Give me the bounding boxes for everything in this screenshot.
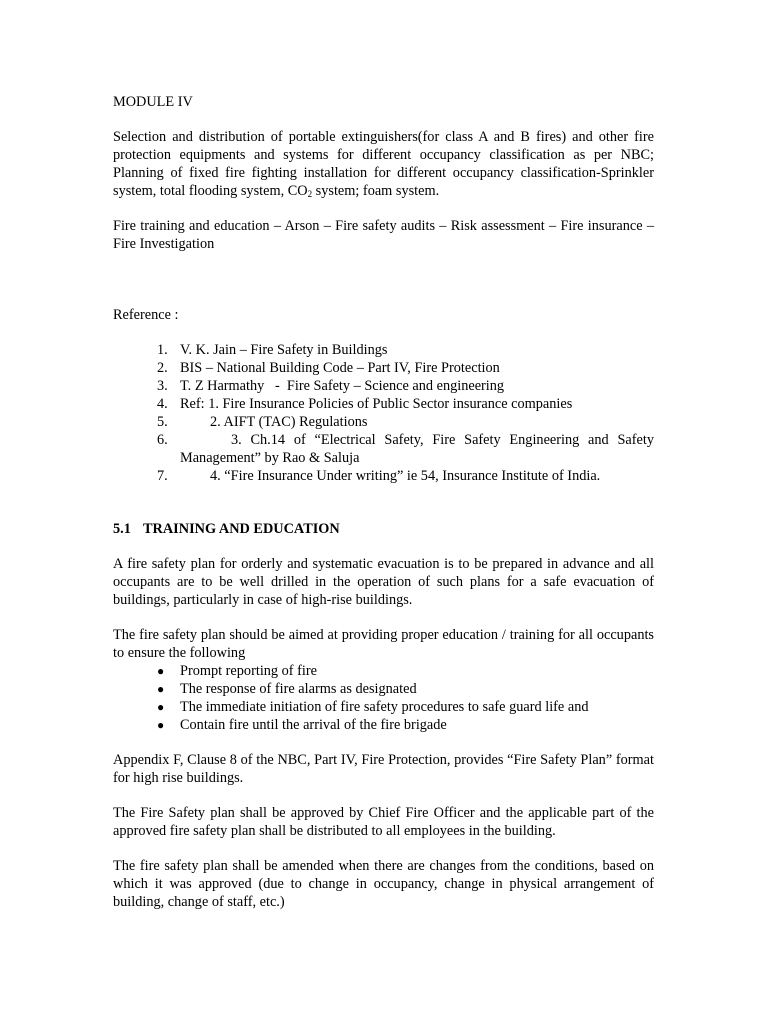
section-number: 5.1 [113, 521, 131, 537]
bullet-item [113, 662, 654, 680]
bullet-item [113, 698, 654, 716]
bullet-icon: ● [157, 700, 165, 714]
reference-number: 5. [157, 414, 168, 430]
reference-number: 7. [157, 468, 168, 484]
bullet-text: The response of fire alarms as designated [180, 681, 417, 697]
section-paragraph-2: The fire safety plan should be aimed at providing proper education / training for all occupants to ensure the following [113, 627, 654, 661]
reference-item [113, 413, 654, 431]
reference-text: Ref: 1. Fire Insurance Policies of Public Sector insurance companies [180, 396, 573, 412]
reference-number: 6. [157, 432, 168, 448]
reference-item [113, 377, 654, 395]
reference-item [113, 341, 654, 359]
reference-text: 4. “Fire Insurance Under writing” ie 54, Insurance Institute of India. [210, 468, 601, 484]
bullet-icon: ● [157, 718, 165, 732]
reference-number: 3. [157, 378, 168, 394]
reference-item [113, 359, 654, 377]
bullet-item [113, 716, 654, 734]
section-title: TRAINING AND EDUCATION [143, 521, 340, 537]
reference-number: 2. [157, 360, 168, 376]
section-paragraph-5: The fire safety plan shall be amended when there are changes from the conditions, based on which it was approved (due to change in occupancy, change in physical arrangement of building, change of staff, etc.) [113, 858, 654, 910]
bullet-icon: ● [157, 664, 165, 678]
reference-text: 2. AIFT (TAC) Regulations [210, 414, 368, 430]
reference-list [113, 341, 654, 485]
reference-text: V. K. Jain – Fire Safety in Buildings [180, 342, 388, 358]
syllabus-paragraph-2: Fire training and education – Arson – Fire safety audits – Risk assessment – Fire insurance – Fire Investigation [113, 218, 654, 252]
section-heading [113, 520, 654, 538]
bullet-text: The immediate initiation of fire safety procedures to safe guard life and [180, 699, 589, 715]
page-content [113, 93, 654, 928]
section-paragraph-3: Appendix F, Clause 8 of the NBC, Part IV, Fire Protection, provides “Fire Safety Plan” format for high rise buildings. [113, 752, 654, 786]
section-paragraph-1: A fire safety plan for orderly and systematic evacuation is to be prepared in advance and all occupants are to be well drilled in the operation of such plans for a safe evacuation of buildings, particularly in case of high-rise buildings. [113, 556, 654, 608]
bullet-text: Contain fire until the arrival of the fire brigade [180, 717, 447, 733]
bullet-list [113, 662, 654, 734]
reference-text-content: 3. Ch.14 of “Electrical Safety, Fire Safety Engineering and Safety Management” by Rao & Saluja [180, 432, 654, 466]
reference-item [113, 467, 654, 485]
reference-item [113, 395, 654, 413]
co2-subscript: 2 [307, 189, 313, 199]
bullet-text: Prompt reporting of fire [180, 663, 317, 679]
syllabus-paragraph-1 [113, 128, 654, 200]
reference-heading: Reference : [113, 307, 179, 323]
reference-text: T. Z Harmathy - Fire Safety – Science and engineering [180, 378, 505, 394]
syllabus-text-1b: system; foam system. [312, 183, 440, 199]
reference-text: BIS – National Building Code – Part IV, Fire Protection [180, 360, 500, 376]
reference-number: 4. [157, 396, 168, 412]
reference-number: 1. [157, 342, 168, 358]
bullet-item [113, 680, 654, 698]
reference-text [180, 431, 654, 467]
section-paragraph-4: The Fire Safety plan shall be approved by Chief Fire Officer and the applicable part of the approved fire safety plan shall be distributed to all employees in the building. [113, 805, 654, 839]
syllabus-text-1a: Selection and distribution of portable extinguishers(for class A and B fires) and other fire protection equipments and systems for different occupancy classification as per NBC; Planning of fixed fire fighting installation for different occupancy classification-Sprinkler system, total flooding system, CO [113, 129, 654, 199]
module-title: MODULE IV [113, 94, 193, 110]
bullet-icon: ● [157, 682, 165, 696]
reference-item [113, 431, 654, 467]
